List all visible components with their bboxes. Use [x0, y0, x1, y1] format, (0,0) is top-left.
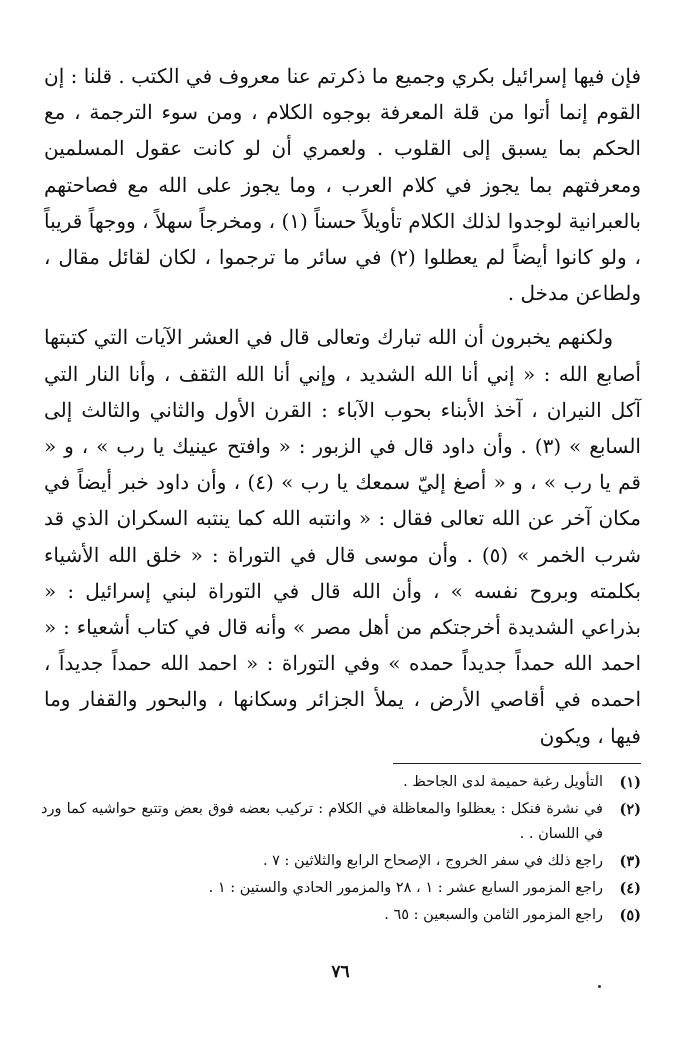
footnote-text: راجع ذلك في سفر الخروج ، الإصحاح الرابع والثلاثين : ٧ .: [262, 853, 603, 869]
footnote-number: (٢): [619, 801, 641, 818]
footnote-number: (٤): [619, 880, 641, 897]
footnote: [41, 770, 641, 795]
footnote: [41, 876, 641, 901]
footnote-number: (١): [619, 774, 641, 791]
footnote-number: (٣): [619, 853, 641, 870]
footnote-text: التأويل رغبة حميمة لدى الجاحظ .: [403, 774, 603, 790]
footnote-number: (٥): [619, 907, 641, 924]
footnote-text: راجع المزمور الثامن والسبعين : ٦٥ .: [384, 907, 603, 923]
page-number: ٧٦: [331, 962, 350, 982]
footnotes-list: [41, 770, 641, 930]
footnote: [41, 797, 641, 847]
paragraph: ولكنهم يخبرون أن الله تبارك وتعالى قال في العشر الآيات التي كتبتها أصابع الله : « إني أنا الله الشديد ، وإني أنا الله الثقف ، وأنا النار التي آكل النيران ، آخذ الأبناء بحوب الآباء : القرن الأول والثاني والثالث إلى السابع » (٣) . وأن داود قال في الزبور : « وافتح عينيك يا رب » ، و « قم يا رب » ، و « أصغ إليّ سمعك يا رب » (٤) ، وأن داود خبر أيضاً في مكان آخر عن الله تعالى فقال : « وانتبه الله كما ينتبه السكران الذي قد شرب الخمر » (٥) . وأن موسى قال في التوراة : « خلق الله الأشياء بكلمته وبروح نفسه » ، وأن الله قال في التوراة لبني إسرائيل : « بذراعي الشديدة أخرجتكم من أهل مصر » وأنه قال في كتاب أشعياء : « احمد الله حمداً جديداً حمده » وفي التوراة : « احمد الله حمداً جديداً ، احمده في أقاصي الأرض ، يملأ الجزائر وسكانها ، والبحور والقفار وما فيها ، ويكون: [44, 325, 641, 748]
footnote: [41, 903, 641, 928]
paragraph: فإن فيها إسرائيل بكري وجميع ما ذكرتم عنا معروف في الكتب . قلنا : إن القوم إنما أتوا من قلة المعرفة بوجوه الكلام ، ومن سوء الترجمة ، مع الحكم بما يسبق إلى القلوب . ولعمري أن لو كانت عقول المسلمين ومعرفتهم بما يجوز في كلام العرب ، وما يجوز على الله مع فصاحتهم بالعبرانية لوجدوا لذلك الكلام تأويلاً حسناً (١) ، ومخرجاً سهلاً ، ووجهاً قريباً ، ولو كانوا أيضاً لم يعطلوا (٢) في سائر ما ترجموا ، لكان لقائل مقال ، ولطاعن مدخل .: [44, 64, 641, 306]
main-text: [44, 58, 641, 754]
footnote: [41, 849, 641, 874]
footnote-text: في نشرة فنكل : يعظلوا والمعاظلة في الكلام : تركيب بعضه فوق بعض وتتبع حواشيه كما ورد في اللسان . .: [41, 801, 603, 842]
footnote-text: راجع المزمور السابع عشر : ١ ، ٢٨ والمزمور الحادي والستين : ١ .: [208, 880, 603, 896]
scan-dot: [598, 985, 601, 988]
footnote-separator: [393, 763, 641, 764]
